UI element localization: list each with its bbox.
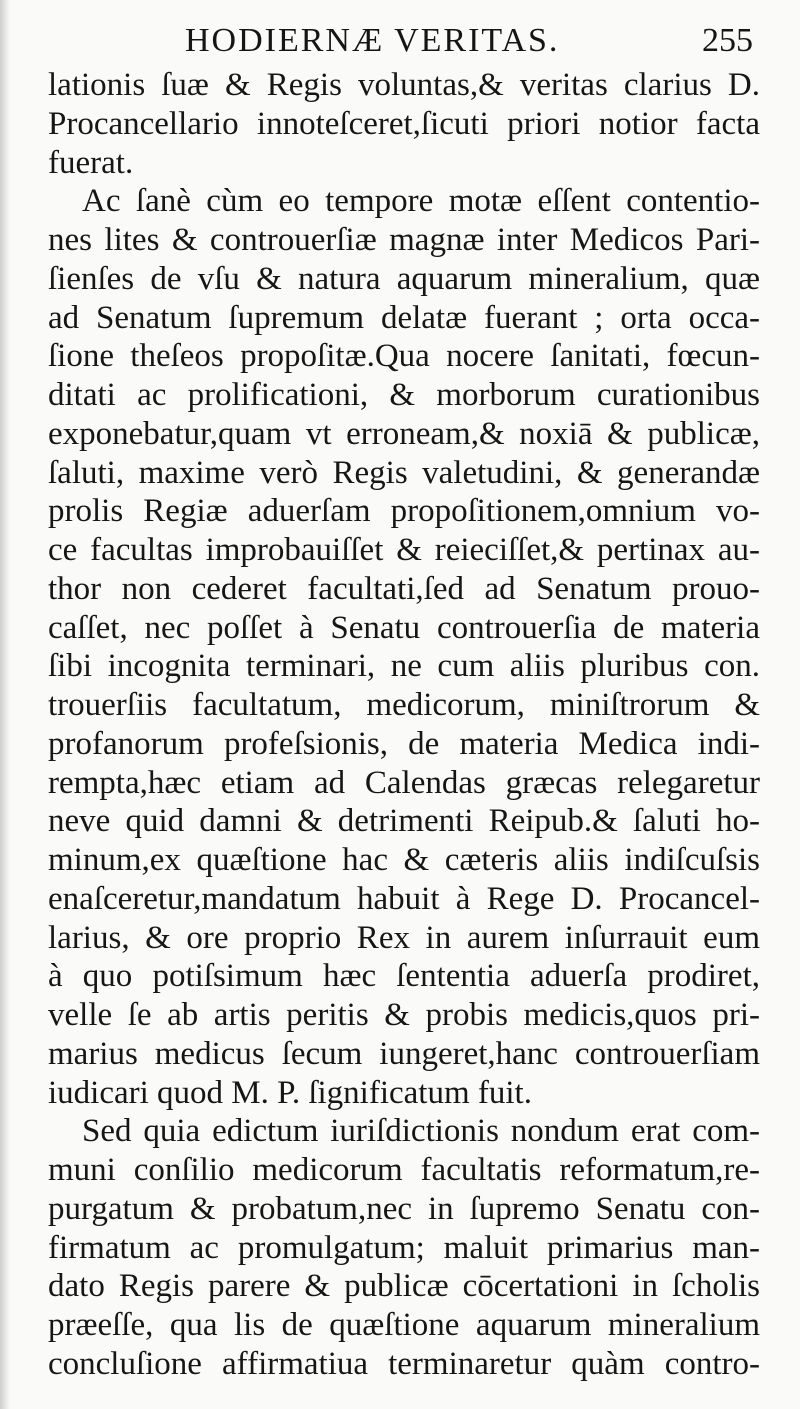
text-line: Ac ſanè cùm eo tempore motæ eſſent contentio- xyxy=(82,183,760,220)
text-line: trouerſiis facultatum, medicorum, miniſtrorum & xyxy=(48,687,760,723)
text-line: Procancellario innoteſceret,ſicuti priori notior facta xyxy=(48,105,760,142)
text-line: ad Senatum ſupremum delatæ fuerant ; orta occa- xyxy=(48,299,760,336)
page-number: 255 xyxy=(702,22,753,59)
text-line: ſibi incognita terminari, ne cum aliis pluribus con. xyxy=(48,648,760,685)
text-line: neve quid damni & detrimenti Reipub.& ſaluti ho- xyxy=(48,803,760,840)
text-line: caſſet, nec poſſet à Senatu controuerſia de materia xyxy=(48,609,760,646)
text-line: præeſſe, qua lis de quæſtione aquarum mineralium xyxy=(48,1307,760,1343)
text-line: prolis Regiæ aduerſam propoſitionem,omnium vo- xyxy=(48,493,760,530)
text-line: ſaluti, maxime verò Regis valetudini, & generandæ xyxy=(48,454,760,491)
text-line: enaſceretur,mandatum habuit à Rege D. Procancel- xyxy=(48,880,760,917)
text-line: exponebatur,quam vt erroneam,& noxiā & publicæ, xyxy=(48,415,760,452)
text-line: firmatum ac promulgatum; maluit primarius man- xyxy=(48,1229,760,1266)
text-line: rempta,hæc etiam ad Calendas græcas relegaretur xyxy=(48,764,760,801)
text-line: nes lites & controuerſiæ magnæ inter Medicos Pari- xyxy=(48,222,760,258)
text-line: concluſione affirmatiua terminaretur quàm contro- xyxy=(48,1345,760,1382)
text-line: muni conſilio medicorum facultatis reformatum,re- xyxy=(48,1152,760,1188)
text-line: purgatum & probatum,nec in ſupremo Senatu con- xyxy=(48,1190,760,1227)
text-line: ce facultas improbauiſſet & reieciſſet,& pertinax au- xyxy=(48,532,760,568)
text-line: minum,ex quæſtione hac & cæteris aliis indiſcuſsis xyxy=(48,842,760,878)
text-line: ditati ac prolificationi, & morborum curationibus xyxy=(48,377,760,413)
running-head: HODIERNÆ VERITAS. xyxy=(185,22,560,59)
text-line: larius, & ore proprio Rex in aurem inſurrauit eum xyxy=(48,919,760,956)
text-line: Sed quia edictum iuriſdictionis nondum erat com- xyxy=(82,1113,760,1150)
text-line: lationis ſuæ & Regis voluntas,& veritas clarius D. xyxy=(48,67,760,103)
text-line: dato Regis parere & publicæ cōcertationi in ſcholis xyxy=(48,1268,760,1305)
text-line: ſione theſeos propoſitæ.Qua nocere ſanitati, fœcun- xyxy=(48,338,760,375)
text-line: velle ſe ab artis peritis & probis medicis,quos pri- xyxy=(48,997,760,1033)
text-line: iudicari quod M. P. ſignificatum fuit. xyxy=(48,1074,532,1111)
text-line: fuerat. xyxy=(48,144,134,181)
gutter-shadow xyxy=(0,0,10,1409)
text-line: thor non cederet facultati,ſed ad Senatum prouo- xyxy=(48,570,760,607)
text-line: profanorum profeſsionis, de materia Medica indi- xyxy=(48,725,760,762)
text-line: à quo potiſsimum hæc ſententia aduerſa prodiret, xyxy=(48,958,760,995)
body-text xyxy=(48,66,760,1384)
text-line: ſienſes de vſu & natura aquarum mineralium, quæ xyxy=(48,260,760,297)
text-line: marius medicus ſecum iungeret,hanc controuerſiam xyxy=(48,1035,760,1072)
